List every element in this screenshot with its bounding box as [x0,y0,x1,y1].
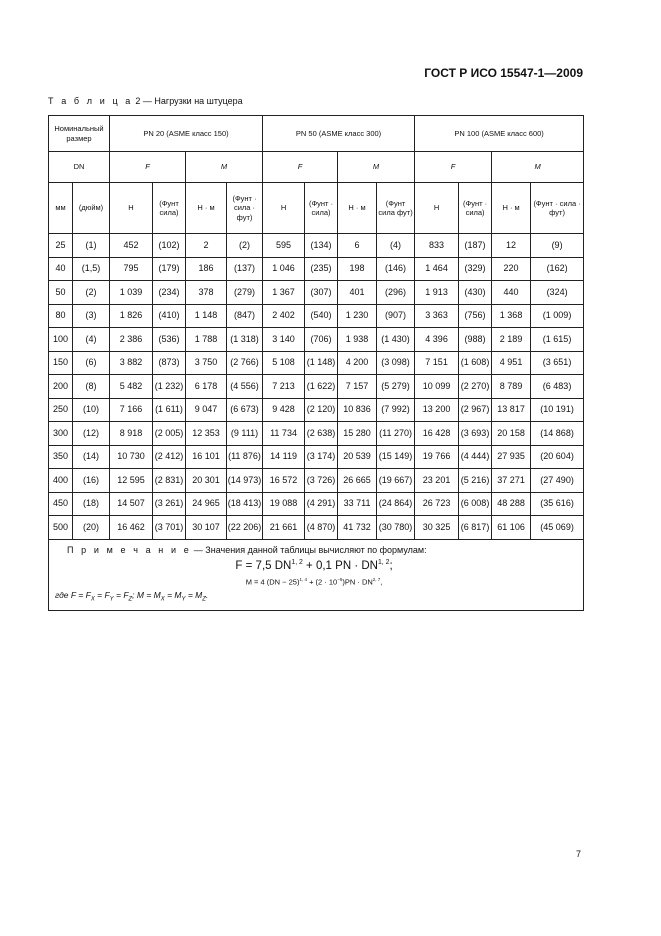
unit-header: (Фунт · сила) [459,183,492,234]
table-cell: 1 464 [415,257,459,281]
table-cell: 1 938 [338,328,377,352]
table-cell: (6 483) [531,375,584,399]
table-cell: (706) [305,328,338,352]
table-caption-title: 2 — Нагрузки на штуцера [132,96,243,106]
table-cell: 13 817 [492,398,531,422]
table-cell: (2 005) [153,422,186,446]
table-cell: (907) [377,304,415,328]
table-row [49,281,584,305]
unit-header: (Фунт сила фут) [377,183,415,234]
unit-header: Н [415,183,459,234]
header-row-groups [49,116,584,152]
table-cell: 300 [49,422,73,446]
table-cell: 8 789 [492,375,531,399]
table-row [49,257,584,281]
table-cell: 37 271 [492,469,531,493]
table-cell: (20 604) [531,445,584,469]
table-cell: (3 651) [531,351,584,375]
table-cell: 9 047 [186,398,227,422]
table-cell: 795 [110,257,153,281]
table-cell: 7 151 [415,351,459,375]
table-cell: 21 661 [263,516,305,540]
table-cell: (4 444) [459,445,492,469]
table-cell: 8 918 [110,422,153,446]
table-cell: 24 965 [186,492,227,516]
table-cell: (5 279) [377,375,415,399]
table-row [49,328,584,352]
table-cell: (11 876) [227,445,263,469]
table-cell: 3 140 [263,328,305,352]
table-row [49,304,584,328]
table-cell: 3 882 [110,351,153,375]
table-cell: 27 935 [492,445,531,469]
force-header-pn100: F [415,152,492,183]
table-cell: (14 973) [227,469,263,493]
table-row [49,422,584,446]
table-cell: 16 101 [186,445,227,469]
table-cell: (4) [377,234,415,258]
table-cell: 1 913 [415,281,459,305]
table-cell: (536) [153,328,186,352]
table-cell: 12 595 [110,469,153,493]
table-cell: (873) [153,351,186,375]
table-cell: 500 [49,516,73,540]
table-row [49,469,584,493]
table-cell: (10) [73,398,110,422]
table-cell: (7 992) [377,398,415,422]
table-cell: (540) [305,304,338,328]
table-cell: (18 413) [227,492,263,516]
table-cell: (279) [227,281,263,305]
table-cell: 2 402 [263,304,305,328]
table-cell: (24 864) [377,492,415,516]
table-cell: (179) [153,257,186,281]
table-cell: 9 428 [263,398,305,422]
table-cell: 150 [49,351,73,375]
table-cell: (6) [73,351,110,375]
table-cell: 1 039 [110,281,153,305]
table-cell: 26 723 [415,492,459,516]
table-cell: 1 046 [263,257,305,281]
table-cell: (1 430) [377,328,415,352]
table-cell: (19 667) [377,469,415,493]
table-cell: (756) [459,304,492,328]
table-cell: 250 [49,398,73,422]
formula-force: F = 7,5 DN$^{1, 2}$ + 0,1 PN · DN$^{1, 2}$; [235,558,393,572]
table-cell: 1 367 [263,281,305,305]
table-row [49,492,584,516]
force-header-pn20: F [110,152,186,183]
table-cell: (235) [305,257,338,281]
unit-header: (дюйм) [73,183,110,234]
unit-header: Н · м [338,183,377,234]
table-cell: 595 [263,234,305,258]
table-cell: 4 951 [492,351,531,375]
document-id: ГОСТ Р ИСО 15547-1—2009 [424,66,583,80]
force-header-pn50: F [263,152,338,183]
table-cell: (30 780) [377,516,415,540]
table-cell: 2 [186,234,227,258]
table-cell: (14) [73,445,110,469]
table-cell: (1 318) [227,328,263,352]
table-cell: 7 213 [263,375,305,399]
table-cell: 1 826 [110,304,153,328]
table-row [49,445,584,469]
table-cell: (4 291) [305,492,338,516]
table-cell: 10 730 [110,445,153,469]
table-caption [48,96,243,106]
note-label: П р и м е ч а н и е [67,544,192,555]
header-row-units [49,183,584,234]
table-cell: (2 120) [305,398,338,422]
table-cell: 6 [338,234,377,258]
table-cell: (2 766) [227,351,263,375]
unit-header: Н · м [186,183,227,234]
page-number: 7 [575,849,581,859]
table-cell: (4 556) [227,375,263,399]
table-cell: (1 148) [305,351,338,375]
table-cell: (146) [377,257,415,281]
table-cell: (410) [153,304,186,328]
table-cell: 16 572 [263,469,305,493]
table-cell: 14 507 [110,492,153,516]
dn-header: DN [49,152,110,183]
table-cell: 3 363 [415,304,459,328]
table-cell: (187) [459,234,492,258]
moment-header-pn50: M [338,152,415,183]
table-cell: (1 232) [153,375,186,399]
table-row [49,234,584,258]
table-cell: (20) [73,516,110,540]
note-row [49,539,584,611]
table-cell: 12 353 [186,422,227,446]
table-row [49,375,584,399]
table-cell: 401 [338,281,377,305]
table-cell: 16 462 [110,516,153,540]
table-cell: (1) [73,234,110,258]
table-cell: 452 [110,234,153,258]
table-cell: (162) [531,257,584,281]
table-cell: 19 766 [415,445,459,469]
table-cell: (1 622) [305,375,338,399]
group-header-pn20: PN 20 (ASME класс 150) [110,116,263,152]
table-cell: 30 325 [415,516,459,540]
table-cell: 378 [186,281,227,305]
table-cell: 20 539 [338,445,377,469]
table-cell: (9) [531,234,584,258]
table-cell: (4 870) [305,516,338,540]
table-cell: 23 201 [415,469,459,493]
table-note [49,539,584,611]
table-cell: (35 616) [531,492,584,516]
table-cell: (2 412) [153,445,186,469]
table-cell: (1 615) [531,328,584,352]
table-cell: (102) [153,234,186,258]
table-cell: 12 [492,234,531,258]
table-cell: 5 482 [110,375,153,399]
formula-definitions: где $F = F_X = F_Y = F_Z$; $M = M_X = M_Y = M_Z$. [55,590,209,603]
table-cell: (3) [73,304,110,328]
table-cell: 80 [49,304,73,328]
table-cell: 13 200 [415,398,459,422]
table-cell: (1,5) [73,257,110,281]
table-cell: (12) [73,422,110,446]
table-cell: 198 [338,257,377,281]
table-cell: 25 [49,234,73,258]
table-cell: (2) [73,281,110,305]
table-row [49,398,584,422]
table-cell: 10 099 [415,375,459,399]
table-caption-label: Т а б л и ц а [48,96,133,106]
table-cell: 1 788 [186,328,227,352]
table-cell: (15 149) [377,445,415,469]
table-cell: (18) [73,492,110,516]
table-cell: (3 098) [377,351,415,375]
table-cell: (329) [459,257,492,281]
table-cell: 7 157 [338,375,377,399]
nominal-size-header: Номинальный размер [49,116,110,152]
table-cell: (4) [73,328,110,352]
table-cell: (2 270) [459,375,492,399]
table-cell: 19 088 [263,492,305,516]
table-cell: 26 665 [338,469,377,493]
table-cell: 40 [49,257,73,281]
table-cell: (6 817) [459,516,492,540]
table-cell: 400 [49,469,73,493]
table-cell: (3 701) [153,516,186,540]
table-cell: 350 [49,445,73,469]
table-cell: (3 693) [459,422,492,446]
table-cell: 61 106 [492,516,531,540]
table-cell: 200 [49,375,73,399]
table-cell: (10 191) [531,398,584,422]
table-cell: (2 831) [153,469,186,493]
table-cell: (14 868) [531,422,584,446]
table-cell: (1 009) [531,304,584,328]
table-cell: 1 368 [492,304,531,328]
table-cell: 2 386 [110,328,153,352]
table-cell: 15 280 [338,422,377,446]
table-cell: 3 750 [186,351,227,375]
table-cell: 30 107 [186,516,227,540]
unit-header: (Фунт сила) [153,183,186,234]
table-cell: (307) [305,281,338,305]
table-cell: (2) [227,234,263,258]
table-cell: 7 166 [110,398,153,422]
moment-header-pn20: M [186,152,263,183]
table-cell: (137) [227,257,263,281]
table-cell: 100 [49,328,73,352]
table-cell: 33 711 [338,492,377,516]
table-cell: 41 732 [338,516,377,540]
table-cell: (3 174) [305,445,338,469]
formula-moment: M = 4 $(DN - 25)^{1, 4} + (2 \cdot 10^{-5})PN \cdot DN^{2, 7}$, [245,577,383,587]
group-header-pn50: PN 50 (ASME класс 300) [263,116,415,152]
table-cell: (1 608) [459,351,492,375]
table-cell: 48 288 [492,492,531,516]
table-cell: 14 119 [263,445,305,469]
table-cell: 20 301 [186,469,227,493]
table-cell: (27 490) [531,469,584,493]
table-row [49,351,584,375]
table-cell: (847) [227,304,263,328]
table-cell: (11 270) [377,422,415,446]
unit-header: мм [49,183,73,234]
group-header-pn100: PN 100 (ASME класс 600) [415,116,584,152]
table-cell: 833 [415,234,459,258]
table-cell: 4 200 [338,351,377,375]
table-cell: 186 [186,257,227,281]
table-cell: (2 638) [305,422,338,446]
table-cell: (1 611) [153,398,186,422]
table-cell: (3 261) [153,492,186,516]
loads-table [48,115,584,611]
table-cell: (2 967) [459,398,492,422]
table-cell: 16 428 [415,422,459,446]
table-cell: (324) [531,281,584,305]
table-cell: 6 178 [186,375,227,399]
table-cell: (430) [459,281,492,305]
table-cell: (6 008) [459,492,492,516]
table-cell: 11 734 [263,422,305,446]
unit-header: Н [110,183,153,234]
table-cell: (988) [459,328,492,352]
table-cell: 5 108 [263,351,305,375]
table-row [49,516,584,540]
table-cell: (22 206) [227,516,263,540]
table-cell: 220 [492,257,531,281]
table-cell: 2 189 [492,328,531,352]
unit-header: Н [263,183,305,234]
unit-header: (Фунт · сила) [305,183,338,234]
moment-header-pn100: M [492,152,584,183]
table-cell: (3 726) [305,469,338,493]
table-cell: (16) [73,469,110,493]
table-cell: (45 069) [531,516,584,540]
table-cell: (134) [305,234,338,258]
table-cell: 20 158 [492,422,531,446]
header-row-symbols [49,152,584,183]
table-cell: (8) [73,375,110,399]
table-cell: 450 [49,492,73,516]
table-cell: 1 230 [338,304,377,328]
table-cell: (234) [153,281,186,305]
table-cell: 440 [492,281,531,305]
table-cell: (296) [377,281,415,305]
table-cell: (6 673) [227,398,263,422]
table-cell: 10 836 [338,398,377,422]
unit-header: Н · м [492,183,531,234]
unit-header: (Фунт · сила · фут) [227,183,263,234]
table-cell: (5 216) [459,469,492,493]
unit-header: (Фунт · сила · фут) [531,183,584,234]
table-cell: (9 111) [227,422,263,446]
note-intro [55,545,573,556]
table-cell: 4 396 [415,328,459,352]
table-cell: 50 [49,281,73,305]
table-cell: 1 148 [186,304,227,328]
note-text: — Значения данной таблицы вычисляют по формулам: [191,544,427,555]
